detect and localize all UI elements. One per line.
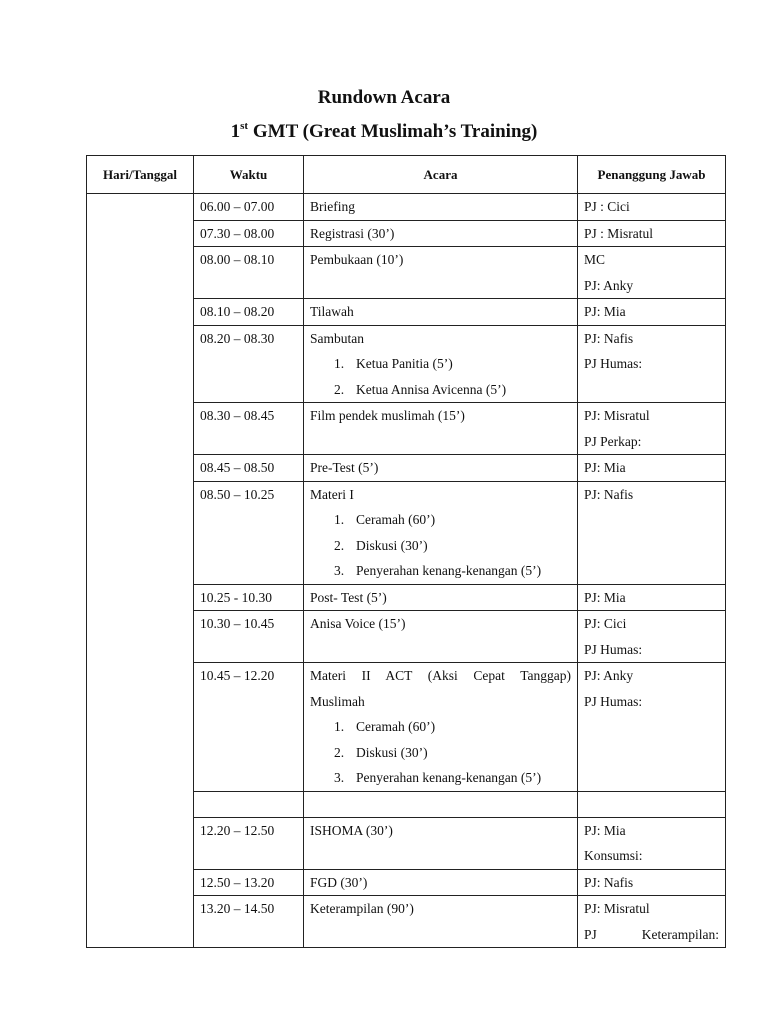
acara-title: FGD (30’): [310, 874, 368, 890]
cell-acara: [304, 817, 578, 869]
cell-waktu: 08.10 – 08.20: [194, 299, 304, 326]
list-item: [310, 714, 571, 740]
cell-acara: [304, 791, 578, 817]
cell-waktu: 12.50 – 13.20: [194, 869, 304, 896]
list-item-text: Penyerahan kenang-kenangan (5’): [356, 563, 542, 578]
acara-title: Post- Test (5’): [310, 589, 387, 605]
list-item: [310, 533, 571, 559]
cell-penanggung-jawab: [578, 584, 726, 611]
list-item-text: Ketua Annisa Avicenna (5’): [356, 381, 507, 397]
list-item: [310, 765, 571, 791]
list-item: [310, 351, 571, 377]
pj-line: PJ Humas:: [584, 356, 643, 371]
acara-sub-list: [310, 507, 571, 584]
acara-title: Tilawah: [310, 304, 354, 319]
rundown-table: [86, 155, 726, 948]
table-header-row: [87, 156, 726, 194]
subtitle-ordinal: 1: [230, 121, 241, 142]
acara-title: Keterampilan (90’): [310, 901, 414, 916]
pj-line: PJ: Anky: [584, 668, 634, 683]
acara-title: Anisa Voice (15’): [310, 616, 406, 631]
list-item: [310, 740, 571, 766]
cell-waktu: 13.20 – 14.50: [194, 896, 304, 948]
list-item-number: 3.: [334, 770, 345, 785]
pj-line-part: PJ: [584, 926, 597, 942]
cell-acara: [304, 455, 578, 482]
cell-waktu: 08.00 – 08.10: [194, 247, 304, 299]
cell-waktu: 08.30 – 08.45: [194, 403, 304, 455]
cell-penanggung-jawab: [578, 869, 726, 896]
pj-line: PJ Humas:: [584, 693, 643, 709]
cell-penanggung-jawab: [578, 663, 726, 792]
list-item-text: Penyerahan kenang-kenangan (5’): [356, 770, 542, 785]
cell-waktu: [194, 791, 304, 817]
pj-line: PJ: Misratul: [584, 901, 650, 916]
subtitle-text: GMT (Great Muslimah’s Training): [248, 121, 538, 142]
acara-title: Pre-Test (5’): [310, 460, 379, 475]
cell-penanggung-jawab: [578, 247, 726, 299]
acara-sub-list: [310, 714, 571, 791]
list-item-text: Diskusi (30’): [356, 537, 428, 553]
pj-line: PJ: Misratul: [584, 408, 650, 423]
acara-title: ISHOMA (30’): [310, 822, 393, 838]
acara-title: Briefing: [310, 199, 355, 214]
cell-acara: [304, 220, 578, 247]
pj-line: PJ: Nafis: [584, 486, 634, 502]
acara-title: Film pendek muslimah (15’): [310, 408, 465, 423]
cell-penanggung-jawab: [578, 194, 726, 221]
list-item: [310, 377, 571, 403]
cell-penanggung-jawab: [578, 817, 726, 869]
cell-penanggung-jawab: [578, 403, 726, 455]
pj-line: PJ: Cici: [584, 616, 627, 631]
pj-line: PJ: Nafis: [584, 330, 634, 346]
pj-line: PJ: Mia: [584, 304, 626, 319]
pj-line: MC: [584, 252, 606, 267]
list-item: [310, 507, 571, 533]
list-item-number: 3.: [334, 563, 345, 578]
header-acara: Acara: [304, 156, 578, 194]
table-row: [87, 194, 726, 221]
pj-line: PJ: Mia: [584, 460, 626, 475]
cell-acara: [304, 325, 578, 403]
acara-title: Sambutan: [310, 330, 364, 346]
pj-line-part: Keterampilan:: [641, 926, 719, 942]
table-body: [87, 194, 726, 948]
cell-waktu: 10.25 - 10.30: [194, 584, 304, 611]
acara-title: Materi II ACT (Aksi Cepat Tanggap): [310, 668, 571, 683]
cell-penanggung-jawab: [578, 299, 726, 326]
list-item-number: 2.: [334, 744, 345, 760]
list-item: [310, 558, 571, 584]
cell-penanggung-jawab: [578, 481, 726, 584]
list-item-text: Ceramah (60’): [356, 512, 436, 527]
cell-hari-tanggal: [87, 194, 194, 948]
cell-acara: [304, 299, 578, 326]
cell-penanggung-jawab: [578, 455, 726, 482]
cell-acara: [304, 663, 578, 792]
subtitle-ordinal-suffix: st: [240, 120, 249, 132]
pj-line: PJ Humas:: [584, 641, 643, 657]
cell-acara: [304, 194, 578, 221]
pj-line: PJ: Anky: [584, 277, 634, 293]
list-item-text: Ketua Panitia (5’): [356, 356, 453, 371]
acara-sub-list: [310, 351, 571, 402]
list-item-number: 1.: [334, 512, 345, 527]
pj-line: PJ : Cici: [584, 199, 630, 214]
list-item-text: Diskusi (30’): [356, 744, 428, 760]
acara-title: Registrasi (30’): [310, 225, 395, 241]
list-item-number: 2.: [334, 537, 345, 553]
cell-waktu: 08.50 – 10.25: [194, 481, 304, 584]
cell-acara: [304, 403, 578, 455]
cell-waktu: 12.20 – 12.50: [194, 817, 304, 869]
cell-acara: [304, 247, 578, 299]
cell-waktu: 07.30 – 08.00: [194, 220, 304, 247]
cell-penanggung-jawab: [578, 220, 726, 247]
header-penanggung-jawab: Penanggung Jawab: [578, 156, 726, 194]
pj-line: PJ Perkap:: [584, 433, 642, 449]
header-hari-tanggal: Hari/Tanggal: [87, 156, 194, 194]
cell-acara: [304, 896, 578, 948]
pj-line: PJ: Mia: [584, 589, 626, 605]
cell-waktu: 06.00 – 07.00: [194, 194, 304, 221]
cell-waktu: 10.45 – 12.20: [194, 663, 304, 792]
cell-acara: [304, 611, 578, 663]
document-title: Rundown Acara: [317, 87, 451, 108]
acara-title-continued: Muslimah: [310, 693, 365, 709]
header-waktu: Waktu: [194, 156, 304, 194]
cell-penanggung-jawab: [578, 325, 726, 403]
pj-line: PJ : Misratul: [584, 225, 654, 241]
cell-penanggung-jawab: [578, 611, 726, 663]
list-item-number: 1.: [334, 356, 345, 371]
list-item-number: 1.: [334, 719, 345, 734]
acara-title: Pembukaan (10’): [310, 252, 404, 267]
cell-penanggung-jawab: [578, 896, 726, 948]
acara-title: Materi I: [310, 486, 354, 502]
cell-acara: [304, 584, 578, 611]
list-item-number: 2.: [334, 381, 345, 397]
list-item-text: Ceramah (60’): [356, 719, 436, 734]
cell-acara: [304, 481, 578, 584]
pj-line: PJ: Mia: [584, 822, 626, 838]
cell-waktu: 10.30 – 10.45: [194, 611, 304, 663]
pj-line: Konsumsi:: [584, 848, 643, 863]
cell-acara: [304, 869, 578, 896]
cell-penanggung-jawab: [578, 791, 726, 817]
pj-line: PJ: Nafis: [584, 874, 634, 890]
pj-line: [584, 922, 719, 948]
cell-waktu: 08.45 – 08.50: [194, 455, 304, 482]
cell-waktu: 08.20 – 08.30: [194, 325, 304, 403]
document-subtitle: [0, 119, 768, 145]
